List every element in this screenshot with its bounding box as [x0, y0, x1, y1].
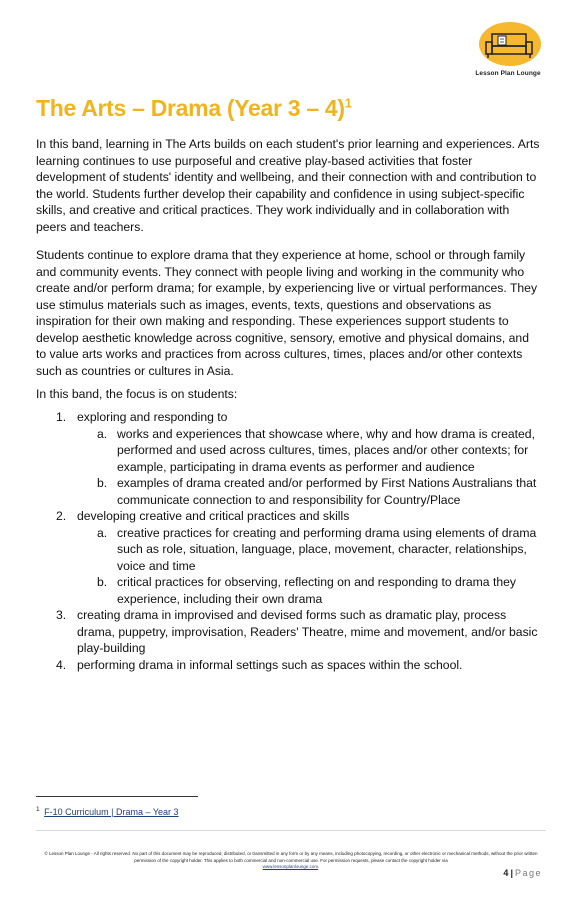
lesson-plan-lounge-logo	[468, 20, 548, 80]
website-link[interactable]: www.lessonplanlounge.com	[262, 864, 319, 869]
list-item	[36, 508, 546, 525]
list-number: 2.	[56, 509, 67, 523]
footer-divider	[36, 830, 546, 831]
list-item	[36, 607, 546, 657]
list-number: 3.	[56, 608, 67, 622]
page-number-value: 4	[503, 868, 509, 878]
focus-list	[36, 409, 546, 673]
page-number	[503, 868, 542, 878]
footnote	[36, 806, 179, 817]
sub-list-item	[36, 574, 546, 607]
page-label: Page	[514, 868, 542, 878]
sub-list-letter: b.	[97, 575, 108, 589]
list-item-text: creating drama in improvised and devised forms such as dramatic play, process drama, puppetry, improvisation, Readers' Theatre, mime and movement, and/or basic play-building	[77, 608, 538, 655]
list-item-text: exploring and responding to	[77, 410, 228, 424]
website-link-suffix: .	[318, 864, 320, 869]
sub-list-item-text: examples of drama created and/or performed by First Nations Australians that communicate connection to and responsibility for Country/Place	[117, 476, 537, 507]
sub-list-item-text: critical practices for observing, reflecting on and responding to drama they experience, including their own drama	[117, 575, 517, 606]
explore-paragraph: Students continue to explore drama that they experience at home, school or through family and community events. They connect with people living and working in the community who create and/or perform drama; for example, by experiencing live or virtual performances. They use stimulus materials such as images, events, texts, questions and observations as inspiration for their own making and responding. These experiences support students to develop aesthetic knowledge across cognitive, sensory, emotive and physical domains, and to value arts works and practices from across cultures, times, places and/or other contexts such as countries or cultures in Asia.	[36, 248, 538, 378]
sub-list-item	[36, 426, 546, 476]
curriculum-link[interactable]: F-10 Curriculum | Drama – Year 3	[44, 807, 179, 817]
intro-paragraph: In this band, learning in The Arts builds on each student's prior learning and experiences. Arts learning continues to use purposeful and creative play-based activities that foster development of students' identity and wellbeing, and their connection with and contribution to the world. Students further develop their capability and confidence in using subject-specific skills, and creative and critical practices. They work individually and in collaboration with peers and teachers.	[36, 137, 540, 234]
sub-list-letter: a.	[97, 525, 108, 540]
list-number: 4.	[56, 657, 67, 672]
sub-list-item	[36, 525, 546, 575]
copyright-text: © Lesson Plan Lounge - All rights reserved. No part of this document may be reproduced, distributed, or transmitted in any form or by any means, including photocopying, recording, or other electronic or mechanical methods, without the prior written permission of the copyright holder. This applies to both commercial and non-commercial use. For permission requests, please contact the copyright holder via	[44, 851, 538, 863]
list-number: 1.	[56, 410, 67, 424]
list-item	[36, 409, 546, 426]
sub-list-item-text: works and experiences that showcase where, why and how drama is created, performed and used across cultures, times, places and/or other contexts; for example, participating in drama events as performer and audience	[117, 426, 535, 474]
footnote-number: 1	[36, 806, 40, 813]
sub-list-item-text: creative practices for creating and performing drama using elements of drama such as role, situation, language, place, movement, character, relationships, voice and time	[117, 525, 537, 573]
copyright-notice	[36, 851, 546, 871]
title-text: The Arts – Drama (Year 3 – 4)	[36, 95, 345, 121]
sub-list-letter: a.	[97, 426, 108, 441]
list-item-text: developing creative and critical practices and skills	[77, 509, 350, 523]
list-item-text: performing drama in informal settings such as spaces within the school.	[77, 657, 463, 672]
sofa-logo-icon	[474, 20, 542, 68]
title-footnote-ref[interactable]: 1	[344, 95, 352, 111]
footnote-separator	[36, 796, 198, 797]
sub-list-item	[36, 475, 546, 508]
focus-lead-paragraph: In this band, the focus is on students:	[36, 387, 238, 401]
list-item	[36, 657, 546, 674]
page-number-separator: |	[510, 868, 513, 878]
page-title	[36, 95, 352, 122]
sub-list-letter: b.	[97, 476, 108, 490]
logo-text: Lesson Plan Lounge	[475, 70, 541, 77]
